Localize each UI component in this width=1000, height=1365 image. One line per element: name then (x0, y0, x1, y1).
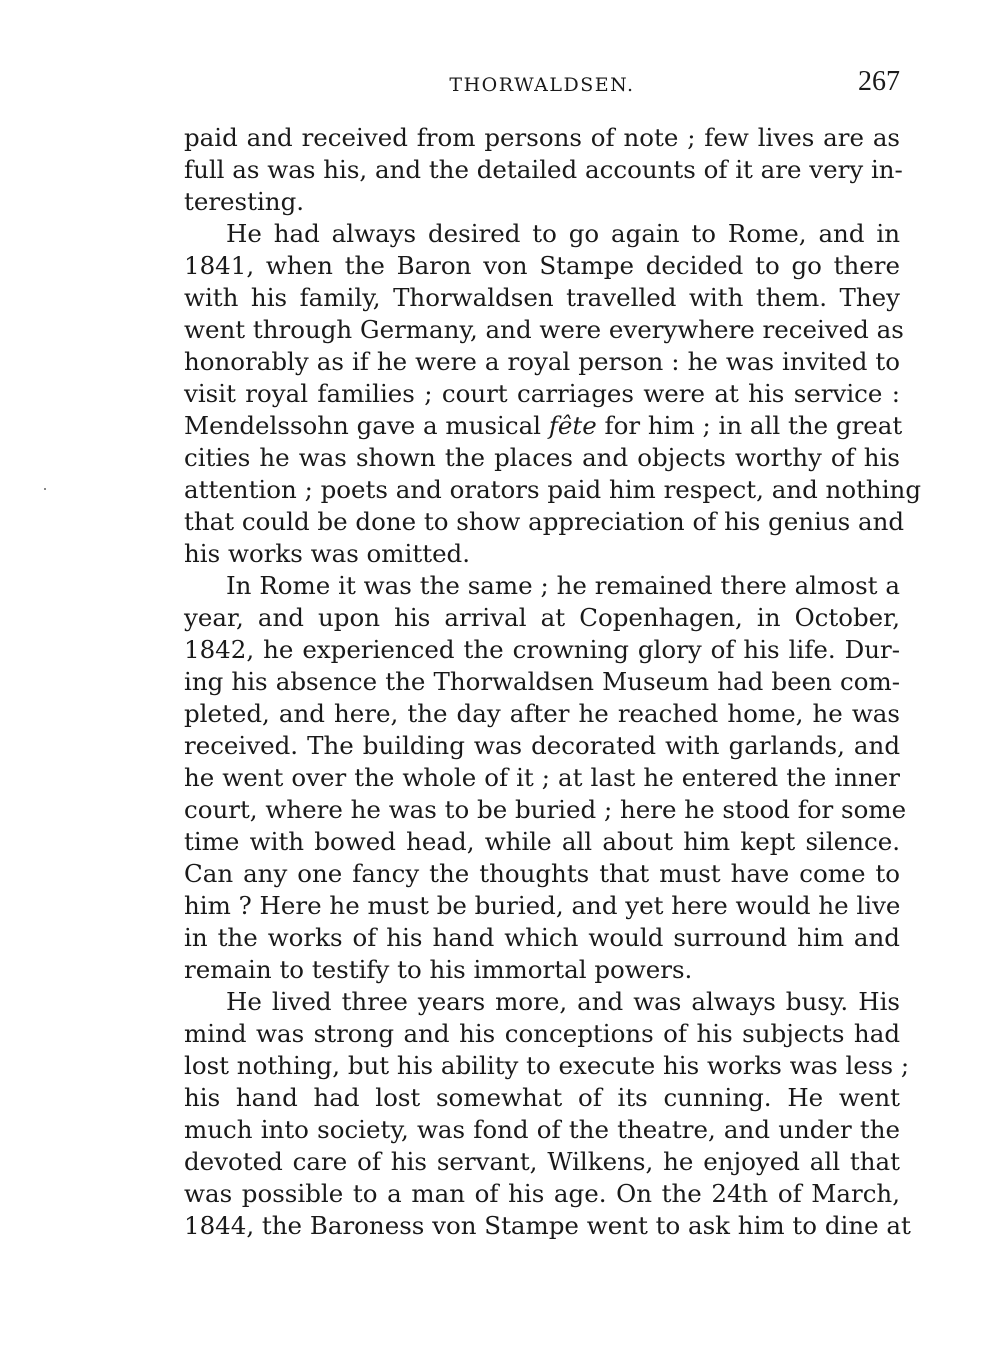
text-line: remain to testify to his immortal powers. (184, 955, 693, 984)
text-line: year, and upon his arrival at Copenhagen, in October, (184, 603, 900, 632)
paragraph-first-line: He lived three years more, and was always busy. His (226, 987, 900, 1016)
text-segment: for him ; in all the great (596, 411, 903, 440)
running-title: THORWALDSEN. (449, 74, 635, 96)
italic-word: fête (548, 411, 597, 440)
book-page (184, 60, 921, 1242)
text-line: mind was strong and his conceptions of his subjects had (184, 1019, 900, 1048)
text-line: 1844, the Baroness von Stampe went to ask him to dine at (184, 1211, 911, 1240)
text-line: time with bowed head, while all about him kept silence. (184, 827, 900, 856)
running-head (184, 60, 900, 104)
text-line (184, 410, 903, 442)
text-line: he went over the whole of it ; at last he entered the inner (184, 763, 900, 792)
text-line: was possible to a man of his age. On the 24th of March, (184, 1179, 900, 1208)
text-line: received. The building was decorated with garlands, and (184, 731, 900, 760)
text-line: honorably as if he were a royal person : he was invited to (184, 347, 900, 376)
text-line: paid and received from persons of note ; few lives are as (184, 123, 900, 152)
text-line: in the works of his hand which would surround him and (184, 923, 900, 952)
body-text (184, 122, 921, 1242)
text-line: devoted care of his servant, Wilkens, he enjoyed all that (184, 1147, 900, 1176)
text-line: court, where he was to be buried ; here he stood for some (184, 795, 907, 824)
page-number: 267 (858, 66, 900, 97)
text-line: lost nothing, but his ability to execute his works was less ; (184, 1051, 910, 1080)
paragraph-first-line: In Rome it was the same ; he remained there almost a (226, 571, 900, 600)
text-line: much into society, was fond of the theatre, and under the (184, 1115, 900, 1144)
text-line: that could be done to show appreciation of his genius and (184, 507, 905, 536)
text-line: him ? Here he must be buried, and yet here would he live (184, 891, 901, 920)
text-line: Can any one fancy the thoughts that must have come to (184, 859, 900, 888)
text-line: attention ; poets and orators paid him respect, and nothing (184, 475, 921, 504)
text-line: with his family, Thorwaldsen travelled with them. They (184, 283, 900, 312)
text-line: full as was his, and the detailed accounts of it are very in- (184, 155, 903, 184)
text-line: his hand had lost somewhat of its cunning. He went (184, 1083, 900, 1112)
scan-speck (44, 488, 46, 490)
paragraph-first-line: He had always desired to go again to Rome, and in (226, 219, 900, 248)
text-line: 1842, he experienced the crowning glory of his life. Dur- (184, 635, 900, 664)
text-line: ing his absence the Thorwaldsen Museum had been com- (184, 667, 900, 696)
text-line: pleted, and here, the day after he reached home, he was (184, 699, 900, 728)
text-line: went through Germany, and were everywhere received as (184, 315, 904, 344)
text-line: cities he was shown the places and objects worthy of his (184, 443, 900, 472)
text-line: 1841, when the Baron von Stampe decided to go there (184, 251, 900, 280)
text-line: visit royal families ; court carriages were at his service : (184, 379, 900, 408)
text-line: teresting. (184, 187, 305, 216)
text-line: his works was omitted. (184, 539, 471, 568)
text-segment: Mendelssohn gave a musical (184, 411, 549, 440)
